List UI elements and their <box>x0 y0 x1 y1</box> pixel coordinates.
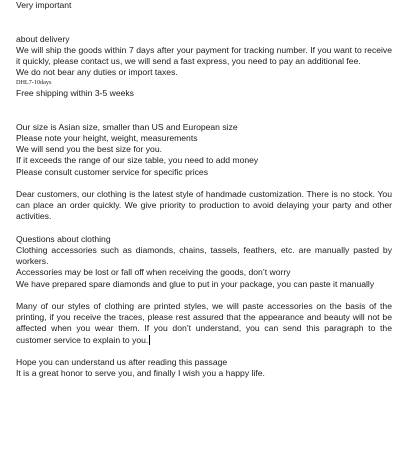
blank-line <box>16 22 392 33</box>
closing-line-2: It is a great honor to serve you, and finally I wish you a happy life. <box>16 368 265 379</box>
blank-line <box>16 111 392 122</box>
dhl-shipping-time: DHL7-10days <box>16 79 52 87</box>
delivery-paragraph: We will ship the goods within 7 days after your payment for tracking number. If you want to receive it quickly, please contact us, we will send a fast express, you need to pay an additional fee. <box>16 44 392 66</box>
text-cursor <box>149 335 150 345</box>
closing-line-1: Hope you can understand us after reading this passage <box>16 356 228 367</box>
blank-line <box>16 290 392 301</box>
spare-diamonds-note: We have prepared spare diamonds and glue to put in your package, you can paste it manually <box>16 278 375 289</box>
blank-line <box>16 178 392 189</box>
size-line-4: If it exceeds the range of our size table, you need to add money <box>16 155 259 166</box>
printed-styles-paragraph <box>16 301 392 346</box>
clothing-heading: Questions about clothing <box>16 233 111 244</box>
blank-line <box>16 100 392 111</box>
free-shipping-note: Free shipping within 3-5 weeks <box>16 88 134 99</box>
printed-styles-text: Many of our styles of clothing are printed styles, we will paste accessories on the basis of the printing, if you receive the traces, please rest assured that the appearance and beauty will not be affected when you wear them. If you don’t understand, you can send this paragraph to the customer service to explain to you. <box>16 300 392 345</box>
fall-off-note: Accessories may be lost or fall off when receiving the goods, don’t worry <box>16 267 291 278</box>
accessories-paragraph: Clothing accessories such as diamonds, chains, tassels, feathers, etc. are manually pasted by workers. <box>16 245 392 267</box>
delivery-heading: about delivery <box>16 33 70 44</box>
document-title: Very important <box>16 0 72 10</box>
document-body <box>16 0 392 379</box>
blank-line <box>16 11 392 22</box>
customers-paragraph: Dear customers, our clothing is the latest style of handmade customization. There is no stock. You can place an order quickly. We give priority to production to avoid delaying your party and other activities. <box>16 189 392 222</box>
size-line-2: Please note your height, weight, measurements <box>16 133 198 144</box>
duties-note: We do not bear any duties or import taxes. <box>16 67 178 78</box>
blank-line <box>16 346 392 357</box>
size-line-1: Our size is Asian size, smaller than US and European size <box>16 121 238 132</box>
size-line-5: Please consult customer service for specific prices <box>16 166 208 177</box>
blank-line <box>16 223 392 234</box>
size-line-3: We will send you the best size for you. <box>16 144 163 155</box>
